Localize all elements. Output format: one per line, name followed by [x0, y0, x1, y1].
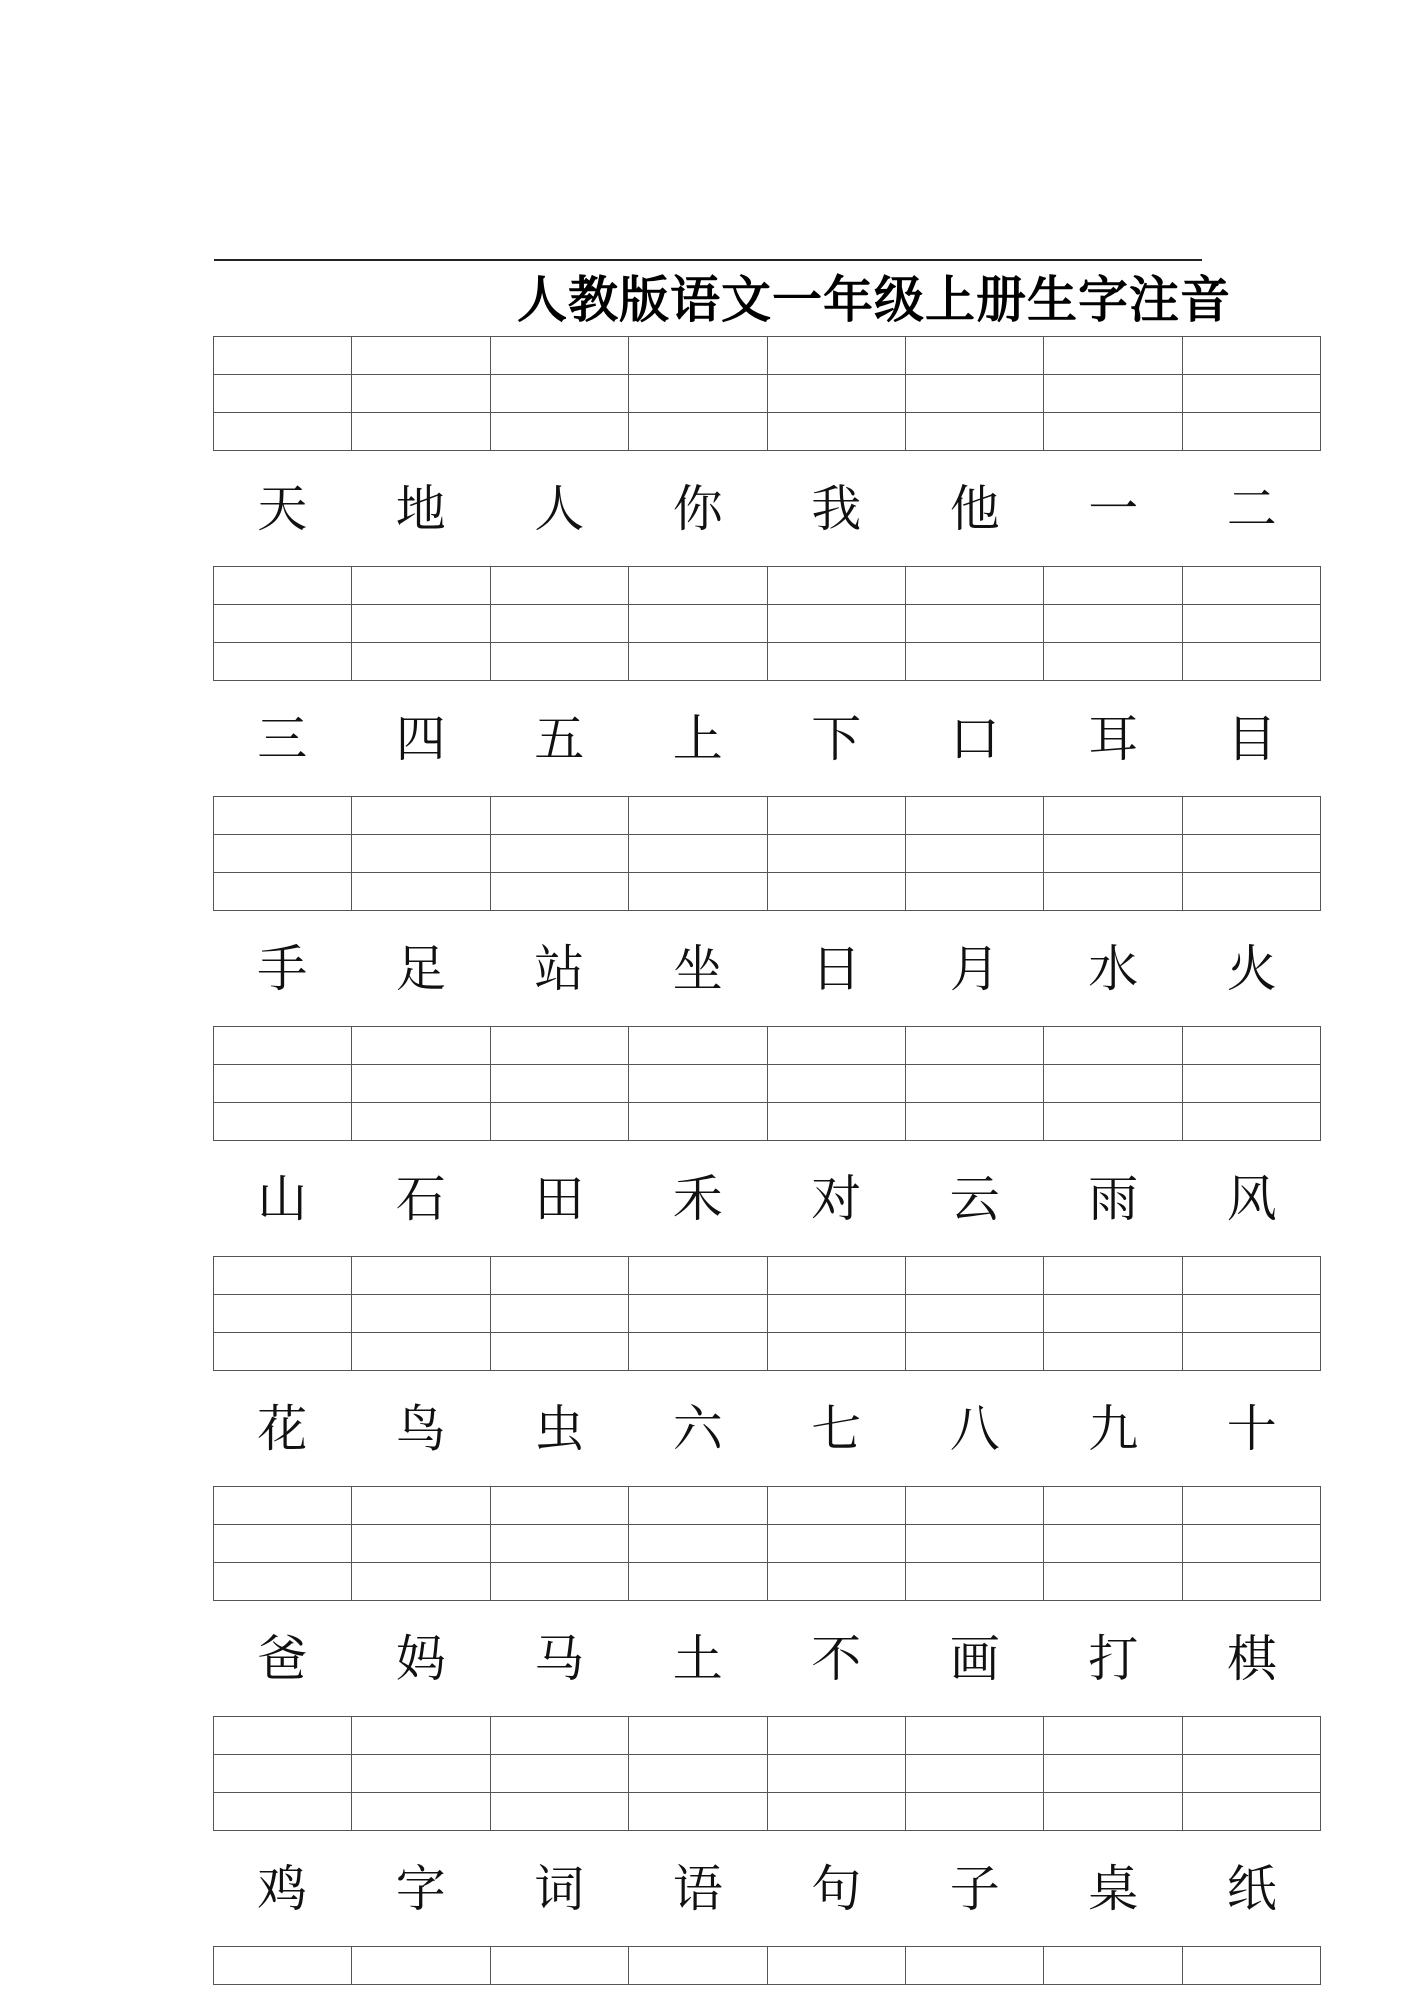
hanzi-character: 目	[1226, 709, 1277, 768]
hanzi-character: 花	[257, 1399, 308, 1458]
pinyin-writing-grid[interactable]	[213, 1486, 1321, 1601]
pinyin-cell[interactable]	[767, 375, 905, 413]
pinyin-writing-grid[interactable]	[213, 1716, 1321, 1831]
hanzi-character: 耳	[1088, 709, 1139, 768]
page-title: 人教版语文一年级上册生字注音	[517, 271, 1231, 329]
pinyin-cell[interactable]	[1044, 1755, 1182, 1793]
pinyin-cell[interactable]	[490, 1103, 628, 1141]
pinyin-cell[interactable]	[1044, 567, 1182, 605]
pinyin-cell[interactable]	[490, 1717, 628, 1755]
pinyin-cell[interactable]	[1182, 1295, 1320, 1333]
hanzi-character: 一	[1088, 479, 1139, 538]
hanzi-character: 马	[534, 1629, 585, 1688]
pinyin-cell[interactable]	[1182, 1257, 1320, 1295]
pinyin-cell[interactable]	[767, 413, 905, 451]
pinyin-cell[interactable]	[629, 1257, 767, 1295]
hanzi-character: 爸	[257, 1629, 308, 1688]
pinyin-cell[interactable]	[490, 1295, 628, 1333]
pinyin-cell[interactable]	[767, 1563, 905, 1601]
hanzi-character: 地	[395, 479, 446, 538]
pinyin-cell[interactable]	[352, 1755, 490, 1793]
pinyin-cell[interactable]	[352, 337, 490, 375]
pinyin-cell[interactable]	[629, 1065, 767, 1103]
pinyin-cell[interactable]	[767, 1793, 905, 1831]
pinyin-cell[interactable]	[490, 605, 628, 643]
pinyin-cell[interactable]	[1182, 375, 1320, 413]
pinyin-cell[interactable]	[905, 1027, 1043, 1065]
hanzi-character: 五	[534, 709, 585, 768]
pinyin-cell[interactable]	[214, 605, 352, 643]
pinyin-cell[interactable]	[352, 1717, 490, 1755]
pinyin-cell[interactable]	[767, 605, 905, 643]
hanzi-character: 子	[949, 1859, 1000, 1918]
pinyin-cell[interactable]	[1182, 1333, 1320, 1371]
hanzi-character: 对	[811, 1169, 862, 1228]
hanzi-character: 土	[672, 1629, 723, 1688]
pinyin-cell[interactable]	[767, 1947, 905, 1985]
pinyin-cell[interactable]	[767, 1755, 905, 1793]
hanzi-character: 你	[672, 479, 723, 538]
hanzi-character: 十	[1226, 1399, 1277, 1458]
pinyin-cell[interactable]	[1044, 797, 1182, 835]
hanzi-character: 鸡	[257, 1859, 308, 1918]
pinyin-cell[interactable]	[905, 605, 1043, 643]
hanzi-character: 禾	[672, 1169, 723, 1228]
pinyin-cell[interactable]	[490, 797, 628, 835]
pinyin-cell[interactable]	[352, 1103, 490, 1141]
hanzi-character: 月	[949, 939, 1000, 998]
pinyin-cell[interactable]	[352, 835, 490, 873]
pinyin-cell[interactable]	[767, 1333, 905, 1371]
pinyin-cell[interactable]	[214, 873, 352, 911]
pinyin-cell[interactable]	[490, 643, 628, 681]
pinyin-cell[interactable]	[352, 1947, 490, 1985]
pinyin-cell[interactable]	[214, 1065, 352, 1103]
pinyin-cell[interactable]	[905, 1793, 1043, 1831]
pinyin-cell[interactable]	[1044, 1333, 1182, 1371]
pinyin-cell[interactable]	[1182, 605, 1320, 643]
pinyin-cell[interactable]	[767, 1487, 905, 1525]
pinyin-cell[interactable]	[214, 835, 352, 873]
hanzi-character: 打	[1088, 1629, 1139, 1688]
pinyin-cell[interactable]	[767, 337, 905, 375]
pinyin-cell[interactable]	[490, 375, 628, 413]
hanzi-character: 下	[811, 709, 862, 768]
pinyin-cell[interactable]	[767, 643, 905, 681]
pinyin-cell[interactable]	[629, 1525, 767, 1563]
hanzi-character: 棋	[1226, 1629, 1277, 1688]
character-row	[213, 1601, 1321, 1716]
hanzi-character: 上	[672, 709, 723, 768]
pinyin-cell[interactable]	[214, 413, 352, 451]
pinyin-cell[interactable]	[629, 605, 767, 643]
pinyin-cell[interactable]	[352, 567, 490, 605]
pinyin-cell[interactable]	[214, 643, 352, 681]
pinyin-cell[interactable]	[214, 1027, 352, 1065]
pinyin-cell[interactable]	[629, 1563, 767, 1601]
hanzi-character: 手	[257, 939, 308, 998]
hanzi-character: 纸	[1226, 1859, 1277, 1918]
pinyin-cell[interactable]	[905, 567, 1043, 605]
hanzi-character: 四	[395, 709, 446, 768]
pinyin-cell[interactable]	[1182, 1793, 1320, 1831]
hanzi-character: 字	[395, 1859, 446, 1918]
pinyin-cell[interactable]	[490, 835, 628, 873]
pinyin-cell[interactable]	[1044, 1295, 1182, 1333]
character-row	[213, 681, 1321, 796]
pinyin-cell[interactable]	[629, 375, 767, 413]
pinyin-cell[interactable]	[1044, 643, 1182, 681]
pinyin-cell[interactable]	[767, 1027, 905, 1065]
pinyin-cell[interactable]	[1182, 873, 1320, 911]
pinyin-cell[interactable]	[629, 1947, 767, 1985]
pinyin-cell[interactable]	[1044, 1947, 1182, 1985]
worksheet	[213, 336, 1321, 1985]
pinyin-writing-grid[interactable]	[213, 1256, 1321, 1371]
pinyin-cell[interactable]	[629, 337, 767, 375]
pinyin-cell[interactable]	[629, 1103, 767, 1141]
hanzi-character: 八	[949, 1399, 1000, 1458]
pinyin-cell[interactable]	[905, 1333, 1043, 1371]
pinyin-cell[interactable]	[490, 1487, 628, 1525]
pinyin-cell[interactable]	[1044, 835, 1182, 873]
pinyin-cell[interactable]	[767, 873, 905, 911]
pinyin-cell[interactable]	[490, 1333, 628, 1371]
hanzi-character: 站	[534, 939, 585, 998]
hanzi-character: 三	[257, 709, 308, 768]
pinyin-cell[interactable]	[1182, 797, 1320, 835]
pinyin-cell[interactable]	[1182, 1563, 1320, 1601]
pinyin-cell[interactable]	[352, 797, 490, 835]
pinyin-cell[interactable]	[490, 1525, 628, 1563]
pinyin-cell[interactable]	[905, 1525, 1043, 1563]
pinyin-cell[interactable]	[214, 1947, 352, 1985]
pinyin-cell[interactable]	[905, 337, 1043, 375]
pinyin-writing-grid[interactable]	[213, 796, 1321, 911]
pinyin-cell[interactable]	[905, 873, 1043, 911]
pinyin-cell[interactable]	[905, 797, 1043, 835]
pinyin-cell[interactable]	[905, 413, 1043, 451]
pinyin-cell[interactable]	[1044, 605, 1182, 643]
character-row	[213, 1831, 1321, 1946]
pinyin-writing-grid[interactable]	[213, 566, 1321, 681]
pinyin-cell[interactable]	[1182, 1103, 1320, 1141]
pinyin-cell[interactable]	[490, 1563, 628, 1601]
hanzi-character: 云	[949, 1169, 1000, 1228]
pinyin-cell[interactable]	[352, 873, 490, 911]
pinyin-cell[interactable]	[352, 1487, 490, 1525]
pinyin-cell[interactable]	[1182, 413, 1320, 451]
pinyin-cell[interactable]	[767, 1717, 905, 1755]
hanzi-character: 他	[949, 479, 1000, 538]
hanzi-character: 我	[811, 479, 862, 538]
pinyin-cell[interactable]	[490, 1065, 628, 1103]
pinyin-cell[interactable]	[1044, 1103, 1182, 1141]
hanzi-character: 九	[1088, 1399, 1139, 1458]
pinyin-cell[interactable]	[1182, 1027, 1320, 1065]
pinyin-writing-grid[interactable]	[213, 336, 1321, 451]
pinyin-cell[interactable]	[905, 643, 1043, 681]
pinyin-cell[interactable]	[214, 1755, 352, 1793]
pinyin-cell[interactable]	[214, 567, 352, 605]
pinyin-cell[interactable]	[905, 1755, 1043, 1793]
pinyin-cell[interactable]	[905, 1103, 1043, 1141]
pinyin-cell[interactable]	[1044, 1065, 1182, 1103]
pinyin-cell[interactable]	[905, 1717, 1043, 1755]
pinyin-cell[interactable]	[214, 797, 352, 835]
pinyin-cell[interactable]	[905, 1065, 1043, 1103]
pinyin-cell[interactable]	[629, 1333, 767, 1371]
pinyin-cell[interactable]	[767, 835, 905, 873]
pinyin-cell[interactable]	[352, 1563, 490, 1601]
hanzi-character: 二	[1226, 479, 1277, 538]
character-row	[213, 911, 1321, 1026]
pinyin-cell[interactable]	[214, 1295, 352, 1333]
pinyin-cell[interactable]	[629, 413, 767, 451]
pinyin-cell[interactable]	[352, 1065, 490, 1103]
pinyin-cell[interactable]	[1044, 1257, 1182, 1295]
pinyin-cell[interactable]	[490, 1027, 628, 1065]
pinyin-cell[interactable]	[1044, 1027, 1182, 1065]
pinyin-cell[interactable]	[490, 567, 628, 605]
pinyin-cell[interactable]	[629, 797, 767, 835]
hanzi-character: 画	[949, 1629, 1000, 1688]
pinyin-cell[interactable]	[490, 1947, 628, 1985]
pinyin-cell[interactable]	[629, 1755, 767, 1793]
pinyin-cell[interactable]	[352, 1257, 490, 1295]
hanzi-character: 人	[534, 479, 585, 538]
pinyin-cell[interactable]	[490, 1755, 628, 1793]
pinyin-cell[interactable]	[767, 1103, 905, 1141]
pinyin-cell[interactable]	[352, 1525, 490, 1563]
pinyin-cell[interactable]	[767, 1257, 905, 1295]
pinyin-cell[interactable]	[767, 1295, 905, 1333]
pinyin-cell[interactable]	[214, 1793, 352, 1831]
hanzi-character: 雨	[1088, 1169, 1139, 1228]
pinyin-cell[interactable]	[905, 375, 1043, 413]
hanzi-character: 足	[395, 939, 446, 998]
hanzi-character: 鸟	[395, 1399, 446, 1458]
pinyin-cell[interactable]	[629, 1027, 767, 1065]
header-rule	[214, 259, 1202, 261]
pinyin-cell[interactable]	[214, 337, 352, 375]
pinyin-cell[interactable]	[214, 1717, 352, 1755]
pinyin-cell[interactable]	[905, 1947, 1043, 1985]
hanzi-character: 石	[395, 1169, 446, 1228]
pinyin-cell[interactable]	[905, 1563, 1043, 1601]
pinyin-writing-grid[interactable]	[213, 1946, 1321, 1985]
hanzi-character: 妈	[395, 1629, 446, 1688]
hanzi-character: 语	[672, 1859, 723, 1918]
pinyin-cell[interactable]	[629, 1295, 767, 1333]
pinyin-cell[interactable]	[1182, 1755, 1320, 1793]
pinyin-cell[interactable]	[629, 873, 767, 911]
hanzi-character: 七	[811, 1399, 862, 1458]
pinyin-cell[interactable]	[629, 1793, 767, 1831]
hanzi-character: 不	[811, 1629, 862, 1688]
pinyin-cell[interactable]	[767, 1525, 905, 1563]
pinyin-cell[interactable]	[352, 605, 490, 643]
hanzi-character: 虫	[534, 1399, 585, 1458]
pinyin-cell[interactable]	[214, 1257, 352, 1295]
pinyin-cell[interactable]	[1044, 873, 1182, 911]
pinyin-cell[interactable]	[214, 375, 352, 413]
hanzi-character: 日	[811, 939, 862, 998]
pinyin-cell[interactable]	[1182, 567, 1320, 605]
hanzi-character: 六	[672, 1399, 723, 1458]
pinyin-cell[interactable]	[352, 643, 490, 681]
character-row	[213, 1371, 1321, 1486]
pinyin-cell[interactable]	[1044, 337, 1182, 375]
pinyin-cell[interactable]	[352, 1333, 490, 1371]
hanzi-character: 坐	[672, 939, 723, 998]
hanzi-character: 桌	[1088, 1859, 1139, 1918]
pinyin-cell[interactable]	[352, 1793, 490, 1831]
hanzi-character: 句	[811, 1859, 862, 1918]
pinyin-cell[interactable]	[490, 337, 628, 375]
pinyin-cell[interactable]	[1044, 413, 1182, 451]
hanzi-character: 火	[1226, 939, 1277, 998]
pinyin-cell[interactable]	[214, 1103, 352, 1141]
pinyin-cell[interactable]	[905, 835, 1043, 873]
pinyin-cell[interactable]	[214, 1487, 352, 1525]
pinyin-cell[interactable]	[1182, 835, 1320, 873]
pinyin-cell[interactable]	[1044, 1487, 1182, 1525]
pinyin-cell[interactable]	[1044, 1525, 1182, 1563]
character-row	[213, 451, 1321, 566]
pinyin-cell[interactable]	[629, 835, 767, 873]
pinyin-cell[interactable]	[214, 1525, 352, 1563]
pinyin-cell[interactable]	[1182, 1525, 1320, 1563]
hanzi-character: 天	[257, 479, 308, 538]
pinyin-cell[interactable]	[1044, 375, 1182, 413]
pinyin-cell[interactable]	[352, 1295, 490, 1333]
pinyin-cell[interactable]	[1044, 1563, 1182, 1601]
hanzi-character: 田	[534, 1169, 585, 1228]
pinyin-cell[interactable]	[1182, 1487, 1320, 1525]
pinyin-cell[interactable]	[767, 797, 905, 835]
pinyin-cell[interactable]	[1044, 1793, 1182, 1831]
pinyin-cell[interactable]	[1182, 1947, 1320, 1985]
character-row	[213, 1141, 1321, 1256]
hanzi-character: 水	[1088, 939, 1139, 998]
pinyin-cell[interactable]	[352, 375, 490, 413]
pinyin-cell[interactable]	[1182, 1717, 1320, 1755]
pinyin-cell[interactable]	[629, 1487, 767, 1525]
pinyin-cell[interactable]	[629, 567, 767, 605]
hanzi-character: 口	[949, 709, 1000, 768]
pinyin-cell[interactable]	[905, 1257, 1043, 1295]
hanzi-character: 山	[257, 1169, 308, 1228]
pinyin-cell[interactable]	[490, 413, 628, 451]
pinyin-cell[interactable]	[629, 1717, 767, 1755]
pinyin-cell[interactable]	[767, 567, 905, 605]
pinyin-cell[interactable]	[214, 1333, 352, 1371]
pinyin-cell[interactable]	[490, 873, 628, 911]
pinyin-cell[interactable]	[905, 1487, 1043, 1525]
pinyin-cell[interactable]	[1044, 1717, 1182, 1755]
pinyin-cell[interactable]	[352, 1027, 490, 1065]
pinyin-cell[interactable]	[905, 1295, 1043, 1333]
hanzi-character: 风	[1226, 1169, 1277, 1228]
pinyin-cell[interactable]	[1182, 1065, 1320, 1103]
pinyin-cell[interactable]	[1182, 643, 1320, 681]
pinyin-cell[interactable]	[1182, 337, 1320, 375]
hanzi-character: 词	[534, 1859, 585, 1918]
pinyin-cell[interactable]	[490, 1257, 628, 1295]
pinyin-cell[interactable]	[490, 1793, 628, 1831]
pinyin-cell[interactable]	[767, 1065, 905, 1103]
pinyin-writing-grid[interactable]	[213, 1026, 1321, 1141]
pinyin-cell[interactable]	[352, 413, 490, 451]
pinyin-cell[interactable]	[629, 643, 767, 681]
pinyin-cell[interactable]	[214, 1563, 352, 1601]
